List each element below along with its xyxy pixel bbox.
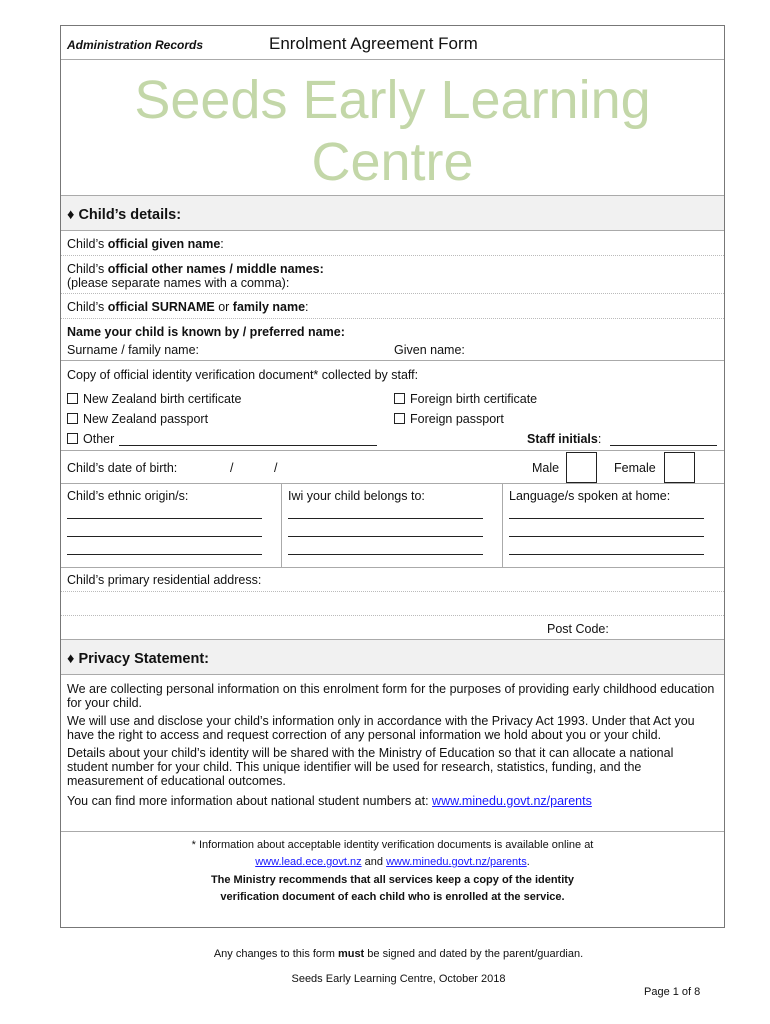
dob-separator-1: / [230, 461, 234, 475]
staff-initials-label: Staff initials: [527, 432, 602, 446]
admin-records-label: Administration Records [67, 38, 204, 52]
iwi-line-2[interactable] [288, 536, 483, 537]
ethnic-line-2[interactable] [67, 536, 262, 537]
preferred-surname-label[interactable]: Surname / family name: [67, 343, 199, 357]
privacy-paragraph-3: Details about your child’s identity will be shared with the Ministry of Education so that it can allocate a national student number for your child. This unique identifier will be used for research, statistics, funding, and the measurement of educational outcomes. [67, 746, 674, 788]
dob-label: Child’s date of birth: [67, 461, 178, 475]
page-number: Page 1 of 8 [644, 986, 701, 998]
preferred-name-row [61, 318, 724, 360]
note-bold-2: verification document of each child who is enrolled at the service. [220, 891, 565, 903]
changes-notice: Any changes to this form must be signed and dated by the parent/guardian. [213, 948, 584, 960]
foreign-birth-certificate-option[interactable]: Foreign birth certificate [394, 392, 537, 406]
language-line-2[interactable] [509, 536, 704, 537]
male-label: Male [532, 461, 560, 475]
centre-date: Seeds Early Learning Centre, October 2018 [291, 973, 506, 985]
brand-line-2: Centre [311, 132, 474, 192]
ethnic-origin-label: Child’s ethnic origin/s: [67, 489, 189, 503]
brand-area [61, 59, 724, 195]
language-line-3[interactable] [509, 554, 704, 555]
checkbox-icon[interactable] [394, 413, 405, 424]
iwi-label: Iwi your child belongs to: [288, 489, 425, 503]
iwi-line-1[interactable] [288, 518, 483, 519]
female-label: Female [614, 461, 656, 475]
given-name-label: Child’s official given name: [67, 237, 224, 251]
childs-details-header [61, 195, 724, 230]
surname-label: Child’s official SURNAME or family name: [67, 300, 309, 314]
female-checkbox[interactable] [664, 452, 695, 483]
lead-ece-link[interactable]: www.lead.ece.govt.nz [255, 856, 362, 868]
dob-separator-2: / [274, 461, 278, 475]
column-divider [502, 484, 503, 568]
dob-gender-row [61, 450, 724, 483]
ethnic-iwi-language-row [61, 483, 724, 567]
postcode-row[interactable] [61, 615, 724, 639]
address-row[interactable] [61, 567, 724, 591]
checkbox-icon[interactable] [67, 393, 78, 404]
note-bold-1: The Ministry recommends that all services keep a copy of the identity [210, 874, 575, 886]
id-document-row [61, 360, 724, 450]
privacy-heading: ♦ Privacy Statement: [67, 651, 209, 667]
male-checkbox[interactable] [566, 452, 597, 483]
note-links: www.lead.ece.govt.nz and www.minedu.govt.nz/parents. [255, 856, 530, 868]
given-name-row[interactable] [61, 230, 724, 255]
iwi-line-3[interactable] [288, 554, 483, 555]
other-names-row[interactable] [61, 255, 724, 293]
ethnic-line-1[interactable] [67, 518, 262, 519]
nz-passport-option[interactable]: New Zealand passport [67, 412, 208, 426]
nsn-info-link[interactable]: www.minedu.govt.nz/parents [432, 794, 592, 808]
note-line-1: * Information about acceptable identity verification documents is available online at [191, 839, 594, 851]
ethnic-line-3[interactable] [67, 554, 262, 555]
childs-details-heading: ♦ Child’s details: [67, 207, 182, 223]
privacy-paragraph-4: You can find more information about national student numbers at: www.minedu.govt.nz/parents [67, 794, 592, 808]
privacy-paragraph-2: We will use and disclose your child’s information only in accordance with the Privacy Act 1993. Under that Act you have the right to access and request correction of any personal information we hold about you or your child. [67, 714, 695, 742]
minedu-parents-link[interactable]: www.minedu.govt.nz/parents [386, 856, 527, 868]
identity-note [61, 831, 724, 927]
nz-birth-certificate-option[interactable]: New Zealand birth certificate [67, 392, 241, 406]
id-document-label: Copy of official identity verification document* collected by staff: [67, 368, 419, 382]
brand-line-1: Seeds Early Learning [134, 70, 651, 130]
other-names-label: Child’s official other names / middle names: [67, 262, 324, 276]
checkbox-icon[interactable] [67, 433, 78, 444]
checkbox-icon[interactable] [67, 413, 78, 424]
address-label: Child’s primary residential address: [67, 573, 262, 587]
enrolment-form [60, 25, 725, 928]
staff-initials-line[interactable] [610, 445, 717, 446]
preferred-given-label[interactable]: Given name: [394, 343, 465, 357]
form-title: Enrolment Agreement Form [269, 34, 478, 53]
other-names-note: (please separate names with a comma): [67, 276, 290, 290]
privacy-body [61, 674, 724, 831]
postcode-label: Post Code: [547, 622, 609, 636]
address-line-2[interactable] [61, 591, 724, 615]
foreign-passport-option[interactable]: Foreign passport [394, 412, 504, 426]
privacy-header [61, 639, 724, 674]
surname-row[interactable] [61, 293, 724, 318]
preferred-name-heading: Name your child is known by / preferred name: [67, 325, 345, 339]
checkbox-icon[interactable] [394, 393, 405, 404]
other-line[interactable] [119, 445, 377, 446]
privacy-paragraph-1: We are collecting personal information on this enrolment form for the purposes of providing early childhood education for your child. [67, 682, 715, 710]
column-divider [281, 484, 282, 568]
language-line-1[interactable] [509, 518, 704, 519]
other-option[interactable]: Other [67, 432, 114, 446]
language-label: Language/s spoken at home: [509, 489, 671, 503]
